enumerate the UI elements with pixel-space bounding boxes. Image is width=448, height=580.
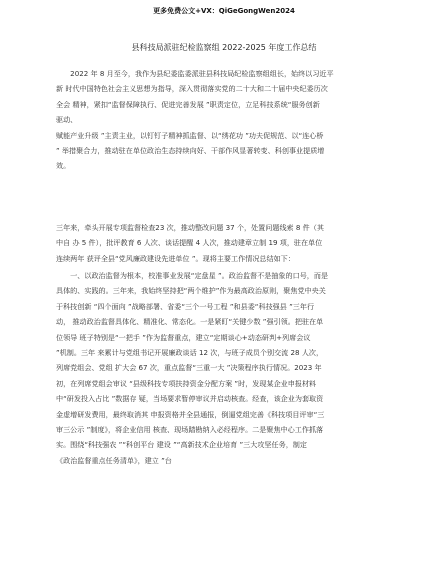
text-line: 中“研发投入占比 ”数据存 疑，当场要求暂停审议并启动核查。经查，该企业为套取资 (56, 394, 324, 404)
text-line: 赋能产业升级 ”主责主业，以钉钉子精神抓监督、以“绣花功 ”功夫促规范、以“连心桥 (56, 130, 324, 140)
text-line: ”机制。三年 来累计与党组书记开展廉政谈话 12 次，与班子成员个别交流 28 人次， (56, 348, 324, 358)
text-line: 《政治监督重点任务清单》，建立 ”台 (56, 455, 172, 465)
text-line: 金虚增研发费用，最终取消其 申报资格并全县通报，倒逼党组完善《科技项目评审“三 (56, 409, 325, 419)
text-line: 驱动、 (56, 115, 78, 125)
text-line: 审三公示 ”制度》，将企业信用 核查、现场踏勘纳入必经程序。二是聚焦中心工作抓落 (56, 425, 324, 435)
text-line: 三年来，牵头开展专项监督检查23 次，推动整改问题 37 个，处置问题线索 8 件（其 (56, 223, 324, 232)
text-line: 列席党组会、党组 扩大会 67 次，重点监督“三重一大 ”决策程序执行情况。2023 年 (56, 363, 322, 373)
text-line: 效。 (56, 161, 71, 171)
text-line: 连续两年 获评全县“党风廉政建设先进单位 ”。现将主要工作情况总结如下： (56, 253, 295, 263)
text-line: 具体的、实践的。三年来，我始终坚持把“两个维护”作为最高政治原则，聚焦党中央关 (56, 286, 326, 296)
paragraph-section-one (56, 268, 396, 468)
text-line: 中自 办 5 件），批评教育 6 人次、谈话提醒 4 人次，推动建章立制 19 项，驻在单位 (56, 238, 323, 248)
text-line: 一、以政治监督为根本，校准事业发展“定盘星 ”。政治监督不是抽象的口号，而是 (56, 271, 329, 280)
text-line: 全会 精神，紧扣“监督保障执行、促进完善发展 ”职责定位，立足科技系统“服务创新 (56, 99, 320, 109)
paragraph-intro (56, 66, 396, 174)
text-line: 位领导 班子特别是“一把手 ”作为监督重点，建立“定期谈心+动态研判+列席会议 (56, 332, 311, 342)
text-line: 初，在列席党组会审议 “县级科技专项扶持资金分配方案 ”时，发现某企业申报材料 (56, 378, 317, 388)
text-line: 新 时代中国特色社会主义思想为指导，深入贯彻落实党的二十大和二十届中央纪委历次 (56, 84, 328, 94)
promo-banner: 更多免费公文+VX：QiGeGongWen2024 (153, 7, 295, 15)
text-line: ” 举措聚合力，推动驻在单位政治生态持续向好、干部作风显著转变、科创事业提质增 (56, 146, 325, 156)
document-title: 县科技局派驻纪检监察组 2022-2025 年度工作总结 (131, 43, 317, 52)
text-line: 实。围绕“科技强农 ”“科创平台 建设 ”“高新技术企业培育 ”三大攻坚任务，制定 (56, 440, 307, 450)
text-line: 于科技创新 “四个面向 ”战略部署、省委“三个一号工程 ”和县委“科技强县 ”三年行 (56, 301, 315, 311)
text-line: 动， 推动政治监督具体化、精准化、常态化。一是紧盯“关键少数 ”强引领。把驻在单 (56, 317, 324, 327)
paragraph-summary (56, 220, 396, 266)
text-line: 2022 年 8 月至今，我作为县纪委监委派驻县科技局纪检监察组组长，始终以习近平 (56, 69, 334, 78)
